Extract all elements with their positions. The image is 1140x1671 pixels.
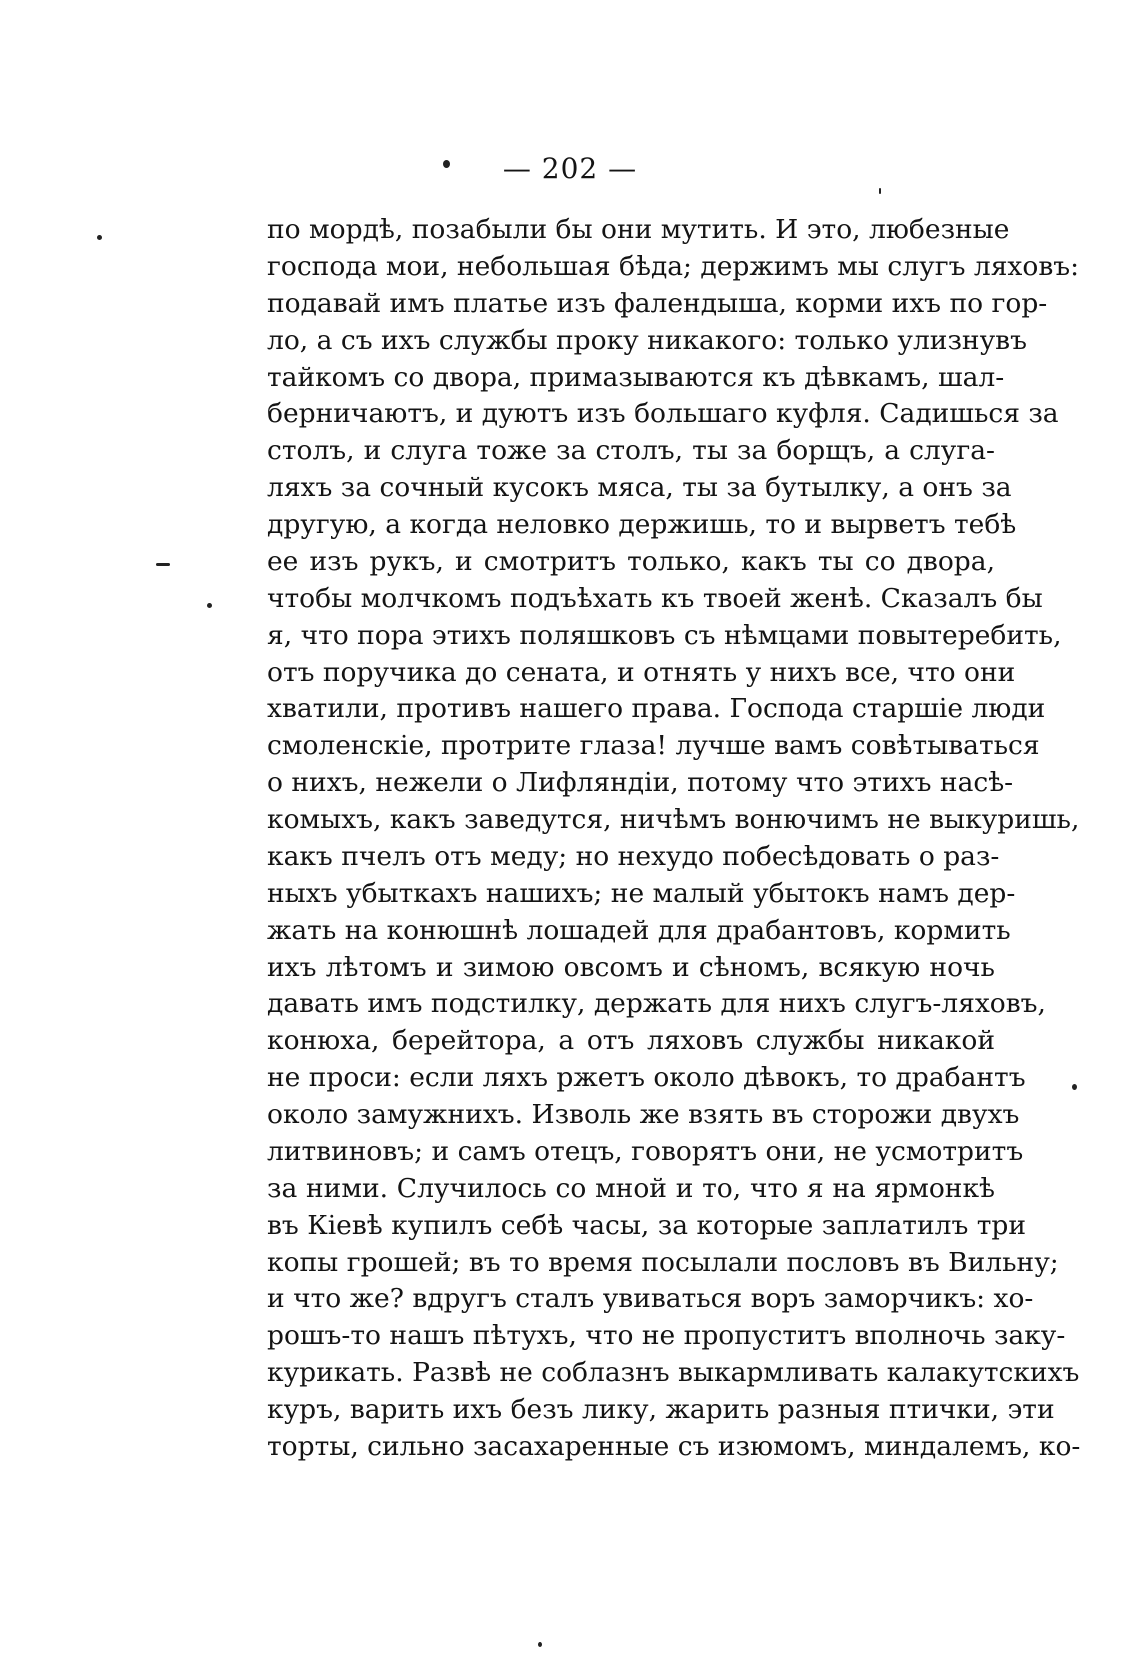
text-line: по мордѣ, позабыли бы они мутить. И это, любезные xyxy=(267,214,1010,245)
text-line: давать имъ подстилку, держать для нихъ слугъ-ляховъ, xyxy=(267,988,1046,1020)
text-line: рошъ-то нашъ пѣтухъ, что не пропуститъ вполночь заку- xyxy=(267,1320,1066,1352)
text-line: ляхъ за сочный кусокъ мяса, ты за бутылку, а онъ за xyxy=(267,472,1012,504)
page-number: — 202 — xyxy=(502,152,638,185)
body-text xyxy=(267,212,1081,1466)
text-line: берничаютъ, и дуютъ изъ большаго куфля. Садишься за xyxy=(267,398,1059,430)
text-line: копы грошей; въ то время посылали пословъ въ Вильну; xyxy=(267,1246,1059,1278)
text-line: куръ, варить ихъ безъ лику, жарить разныя птички, эти xyxy=(267,1394,1055,1425)
text-line: тайкомъ со двора, примазываются къ дѣвкамъ, шал- xyxy=(267,361,1005,393)
text-line: отъ поручика до сената, и отнять у нихъ все, что они xyxy=(267,656,1016,688)
text-line: хватили, противъ нашего права. Господа старшіе люди xyxy=(267,693,1046,725)
text-line: около замужнихъ. Изволь же взять въ сторожи двухъ xyxy=(267,1099,1020,1130)
text-line: курикать. Развѣ не соблазнъ выкармливать калакутскихъ xyxy=(267,1357,1080,1389)
text-line: ныхъ убыткахъ нашихъ; не малый убытокъ намъ дер- xyxy=(267,877,1016,909)
scan-speck xyxy=(156,563,170,566)
text-line: господа мои, небольшая бѣда; держимъ мы слугъ ляховъ: xyxy=(267,250,1080,282)
text-line: и что же? вдругъ сталъ увиваться воръ заморчикъ: хо- xyxy=(267,1283,1034,1315)
scan-speck xyxy=(207,603,212,608)
text-line: ло, а съ ихъ службы проку никакого: только улизнувъ xyxy=(267,324,1027,356)
text-line: въ Кіевѣ купилъ себѣ часы, за которые заплатилъ три xyxy=(267,1209,1027,1241)
scan-speck xyxy=(443,160,450,168)
scan-speck xyxy=(1072,1084,1077,1090)
text-line: смоленскіе, протрите глаза! лучше вамъ совѣтываться xyxy=(267,730,1040,762)
text-line: столъ, и слуга тоже за столъ, ты за борщъ, а слуга- xyxy=(267,435,995,467)
text-line: другую, а когда неловко держишь, то и вырветъ тебѣ xyxy=(267,509,1017,540)
text-line: торты, сильно засахаренные съ изюмомъ, миндалемъ, ко- xyxy=(267,1430,1081,1462)
scan-speck xyxy=(97,235,102,240)
text-line: чтобы молчкомъ подъѣхать къ твоей женѣ. Сказалъ бы xyxy=(267,582,1043,614)
scan-speck xyxy=(879,188,881,194)
scan-speck xyxy=(538,1642,542,1647)
text-line: подавай имъ платье изъ фалендыша, корми ихъ по гор- xyxy=(267,287,1048,319)
text-line: не проси: если ляхъ ржетъ около дѣвокъ, то драбантъ xyxy=(267,1062,1026,1094)
text-line: литвиновъ; и самъ отецъ, говорятъ они, не усмотритъ xyxy=(267,1135,1024,1167)
text-line: о нихъ, нежели о Лифляндіи, потому что этихъ насѣ- xyxy=(267,767,1014,799)
text-line: я, что пора этихъ поляшковъ съ нѣмцами повытеребить, xyxy=(267,619,1062,651)
text-line: комыхъ, какъ заведутся, ничѣмъ вонючимъ не выкуришь, xyxy=(267,804,1080,835)
text-line: жать на конюшнѣ лошадей для драбантовъ, кормить xyxy=(267,914,1011,946)
text-line: за ними. Случилось со мной и то, что я на ярмонкѣ xyxy=(267,1172,995,1204)
text-line: ее изъ рукъ, и смотритъ только, какъ ты со двора, xyxy=(267,545,995,577)
text-line: какъ пчелъ отъ меду; но нехудо побесѣдовать о раз- xyxy=(267,840,1000,872)
text-line: конюха, берейтора, а отъ ляховъ службы никакой xyxy=(267,1025,995,1057)
text-line: ихъ лѣтомъ и зимою овсомъ и сѣномъ, всякую ночь xyxy=(267,951,995,983)
